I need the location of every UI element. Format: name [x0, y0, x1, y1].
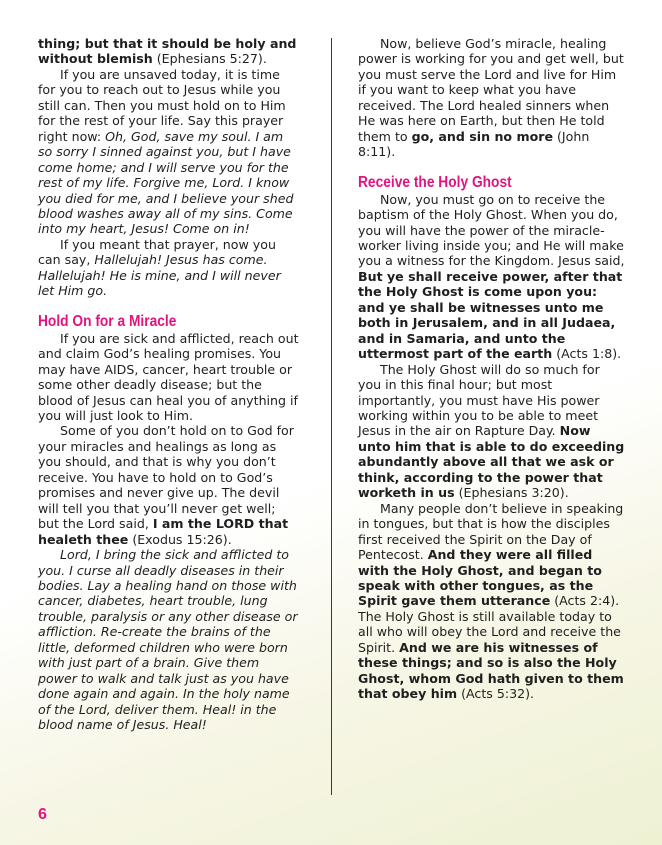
paragraph: [38, 36, 300, 67]
scripture-quote: go, and sin no more: [411, 128, 553, 144]
paragraph: [358, 501, 626, 702]
body-text: If you are sick and afflicted, reach out and claim God’s healing promises. You may have AIDS, cancer, heart trouble or some other deadly disease; but the blood of Jesus can heal you of anything if you will just look to Him.: [38, 330, 299, 423]
body-text: (Acts 2:4). The Holy Ghost is still available today to all who will obey the Lord and receive the Spirit.: [358, 593, 621, 655]
body-text: The Holy Ghost will do so much for you in this final hour; but most importantly, you must have His power working within you to be able to meet Jesus in the air on Rapture Day.: [358, 361, 600, 439]
paragraph: [358, 36, 626, 160]
body-text: Now, believe God’s miracle, healing power is working for you and get well, but you must serve the Lord and live for Him if you want to keep what you have received. The Lord healed sinners when He was here on Earth, but then He told them to: [358, 36, 624, 144]
scripture-quote: thing; but that it should be holy and without blemish: [38, 36, 297, 67]
section-heading: Receive the Holy Ghost: [358, 173, 512, 191]
scripture-reference: (Ephesians 3:20).: [454, 485, 569, 501]
body-text: Now, you must go on to receive the baptism of the Holy Ghost. When you do, you will have the power of the miracle-worker living inside you; and He will make you a witness for the Kingdom. Jesus said,: [358, 191, 625, 269]
body-text: Some of you don’t hold on to God for your miracles and healings as long as you should, and that is why you don’t receive. You have to hold on to God’s promises and never give up. The devil will tell you that you’ll never get well; but the Lord said,: [38, 423, 294, 532]
paragraph: [38, 547, 300, 732]
paragraph: [358, 192, 626, 362]
left-column: [38, 36, 300, 732]
right-column: [358, 36, 626, 702]
scripture-reference: (Exodus 15:26).: [128, 531, 232, 547]
scripture-quote: Now unto him that is able to do exceeding abundantly above all that we ask or think, according to the power that worketh in us: [358, 423, 625, 501]
prayer-text: Hallelujah! Jesus has come. Hallelujah! He is mine, and I will never let Him go.: [38, 252, 281, 299]
scripture-reference: (Ephesians 5:27).: [152, 51, 267, 67]
scripture-quote: I am the LORD that healeth thee: [38, 516, 289, 547]
paragraph: [358, 362, 626, 501]
section-heading: Hold On for a Miracle: [38, 312, 177, 330]
scripture-reference: (Acts 1:8).: [552, 346, 622, 362]
scripture-quote: And we are his witnesses of these things; and so is also the Holy Ghost, whom God hath given to them that obey him: [358, 639, 624, 702]
column-divider: [331, 38, 332, 795]
scripture-quote: And they were all filled with the Holy Ghost, and began to speak with other tongues, as the Spirit gave them utterance: [358, 547, 602, 609]
body-text: Many people don’t believe in speaking in tongues, but that is how the disciples first received the Spirit on the Day of Pentecost.: [358, 500, 624, 563]
scripture-quote: But ye shall receive power, after that the Holy Ghost is come upon you: and ye shall be witnesses unto me both in Jerusalem, and in all Judaea, and in Samaria, and unto the uttermost part of the earth: [358, 268, 623, 362]
prayer-text: Oh, God, save my soul. I am so sorry I sinned against you, but I have come home; and I will serve you for the rest of my life. Forgive me, Lord. I know you died for me, and I believe your shed blood washes away all of my sins. Come into my heart, Jesus! Come on in!: [38, 128, 294, 237]
page-number: 6: [38, 806, 47, 823]
paragraph: [38, 331, 300, 424]
paragraph: [38, 423, 300, 547]
paragraph: [38, 67, 300, 237]
body-text: If you meant that prayer, now you can say,: [38, 236, 276, 268]
scripture-reference: (Acts 5:32).: [457, 686, 535, 702]
scripture-reference: (John 8:11).: [358, 128, 590, 160]
paragraph: [38, 237, 300, 299]
prayer-text: Lord, I bring the sick and afflicted to you. I curse all deadly diseases in their bodies. Lay a healing hand on those with cancer, diabetes, heart trouble, lung trouble, paralysis or any other disease or affliction. Re-create the brains of the little, deformed children who were born with just part of a brain. Give them power to walk and talk just as you have done again and again. In the holy name of the Lord, deliver them. Heal! in the blood name of Jesus. Heal!: [38, 547, 298, 733]
body-text: If you are unsaved today, it is time for you to reach out to Jesus while you still can. Then you must hold on to Him for the rest of your life. Say this prayer right now:: [38, 66, 286, 144]
